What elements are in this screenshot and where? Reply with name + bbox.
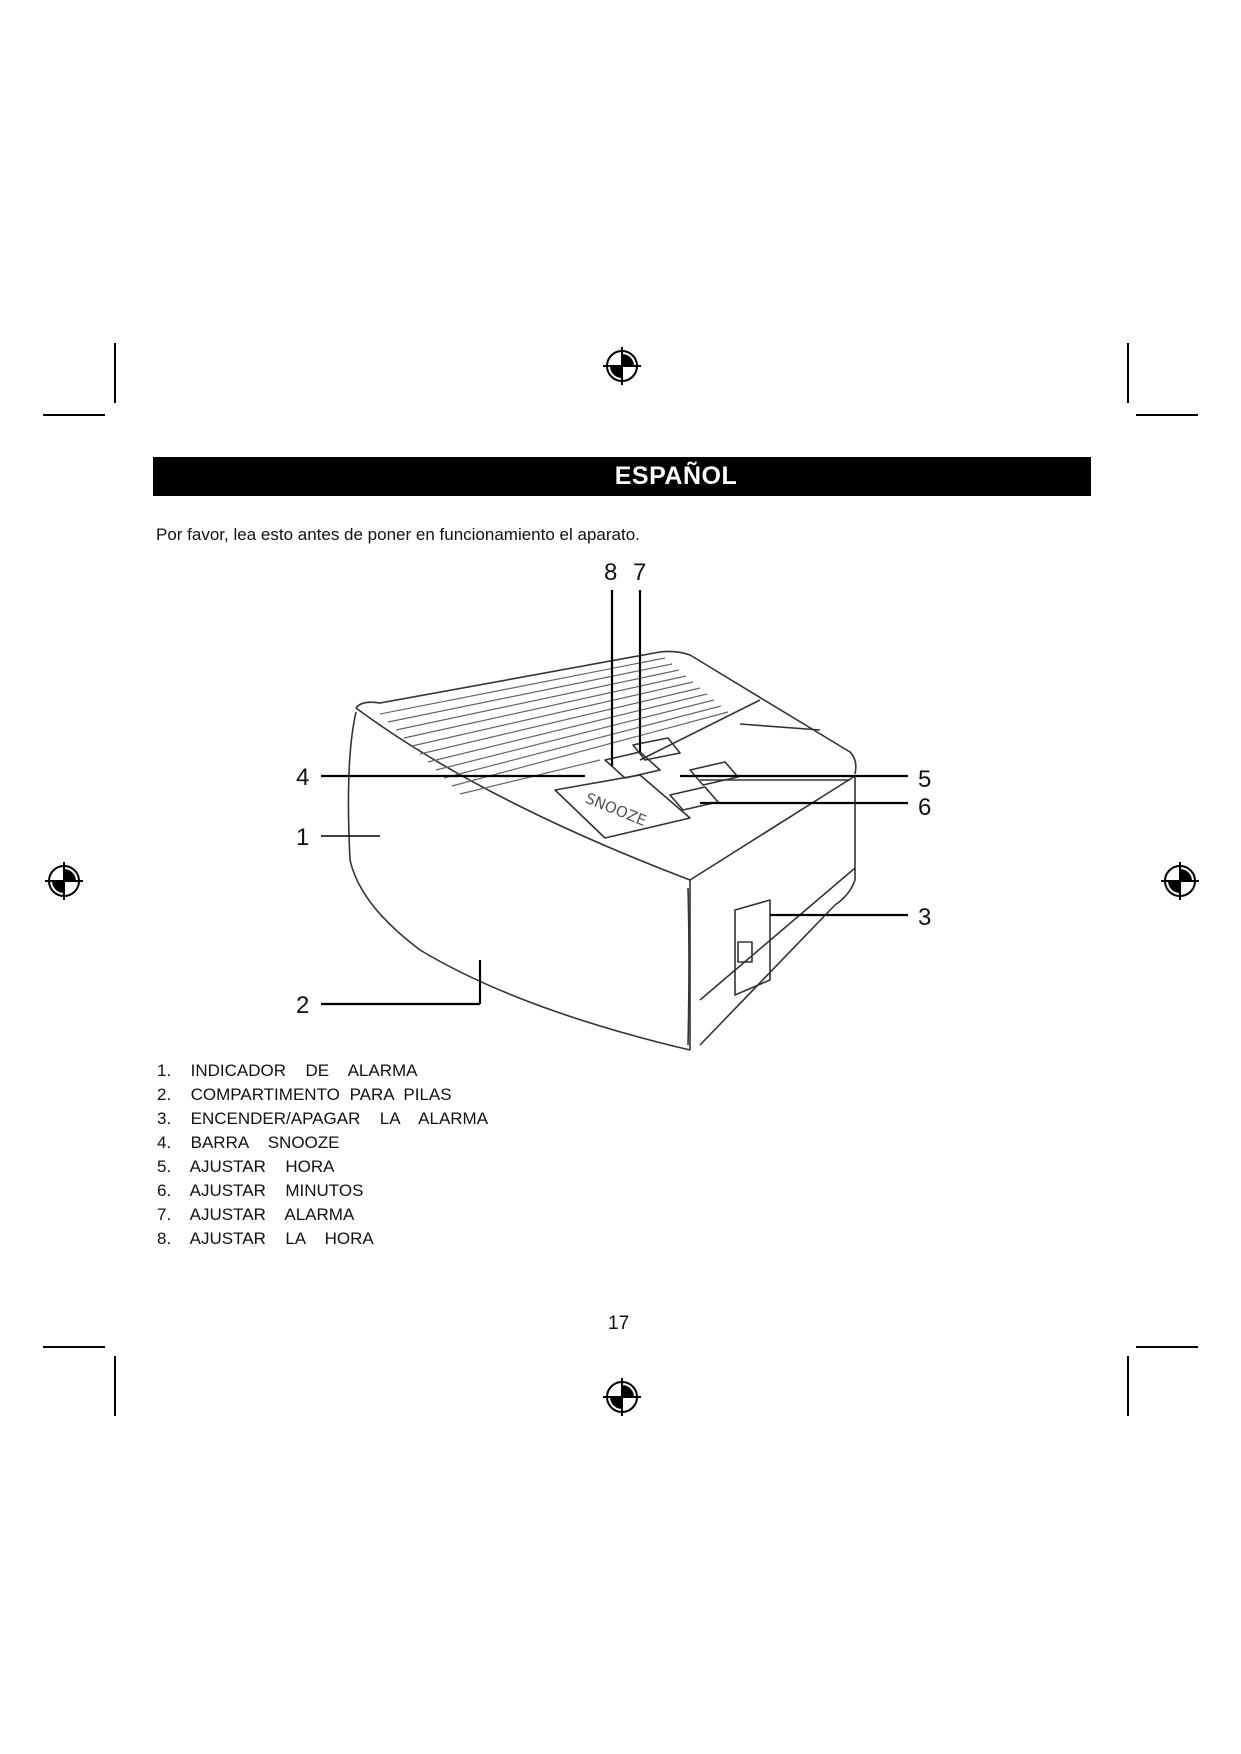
- page-number: 17: [608, 1313, 630, 1334]
- parts-list: [157, 1059, 488, 1251]
- list-item: 8. AJUSTAR LA HORA: [157, 1229, 374, 1248]
- callout-1: 1: [296, 824, 310, 851]
- callout-6: 6: [918, 794, 932, 821]
- callout-3: 3: [918, 904, 932, 931]
- list-item: 2. COMPARTIMENTO PARA PILAS: [157, 1085, 452, 1104]
- callout-5: 5: [918, 766, 932, 793]
- list-item: 7. AJUSTAR ALARMA: [157, 1205, 355, 1224]
- section-title: ESPAÑOL: [614, 462, 738, 490]
- list-item: 6. AJUSTAR MINUTOS: [157, 1181, 364, 1200]
- list-item: 5. AJUSTAR HORA: [157, 1157, 335, 1176]
- list-item: 3. ENCENDER/APAGAR LA ALARMA: [157, 1109, 489, 1128]
- snooze-bar-label: SNOOZE: [582, 789, 649, 830]
- intro-text: Por favor, lea esto antes de poner en funcionamiento el aparato.: [156, 525, 640, 544]
- callout-2: 2: [296, 992, 310, 1019]
- callout-8: 8: [604, 559, 618, 586]
- list-item: 4. BARRA SNOOZE: [157, 1133, 340, 1152]
- list-item: 1. INDICADOR DE ALARMA: [157, 1061, 418, 1080]
- callout-7: 7: [633, 559, 647, 586]
- callout-4: 4: [296, 764, 310, 791]
